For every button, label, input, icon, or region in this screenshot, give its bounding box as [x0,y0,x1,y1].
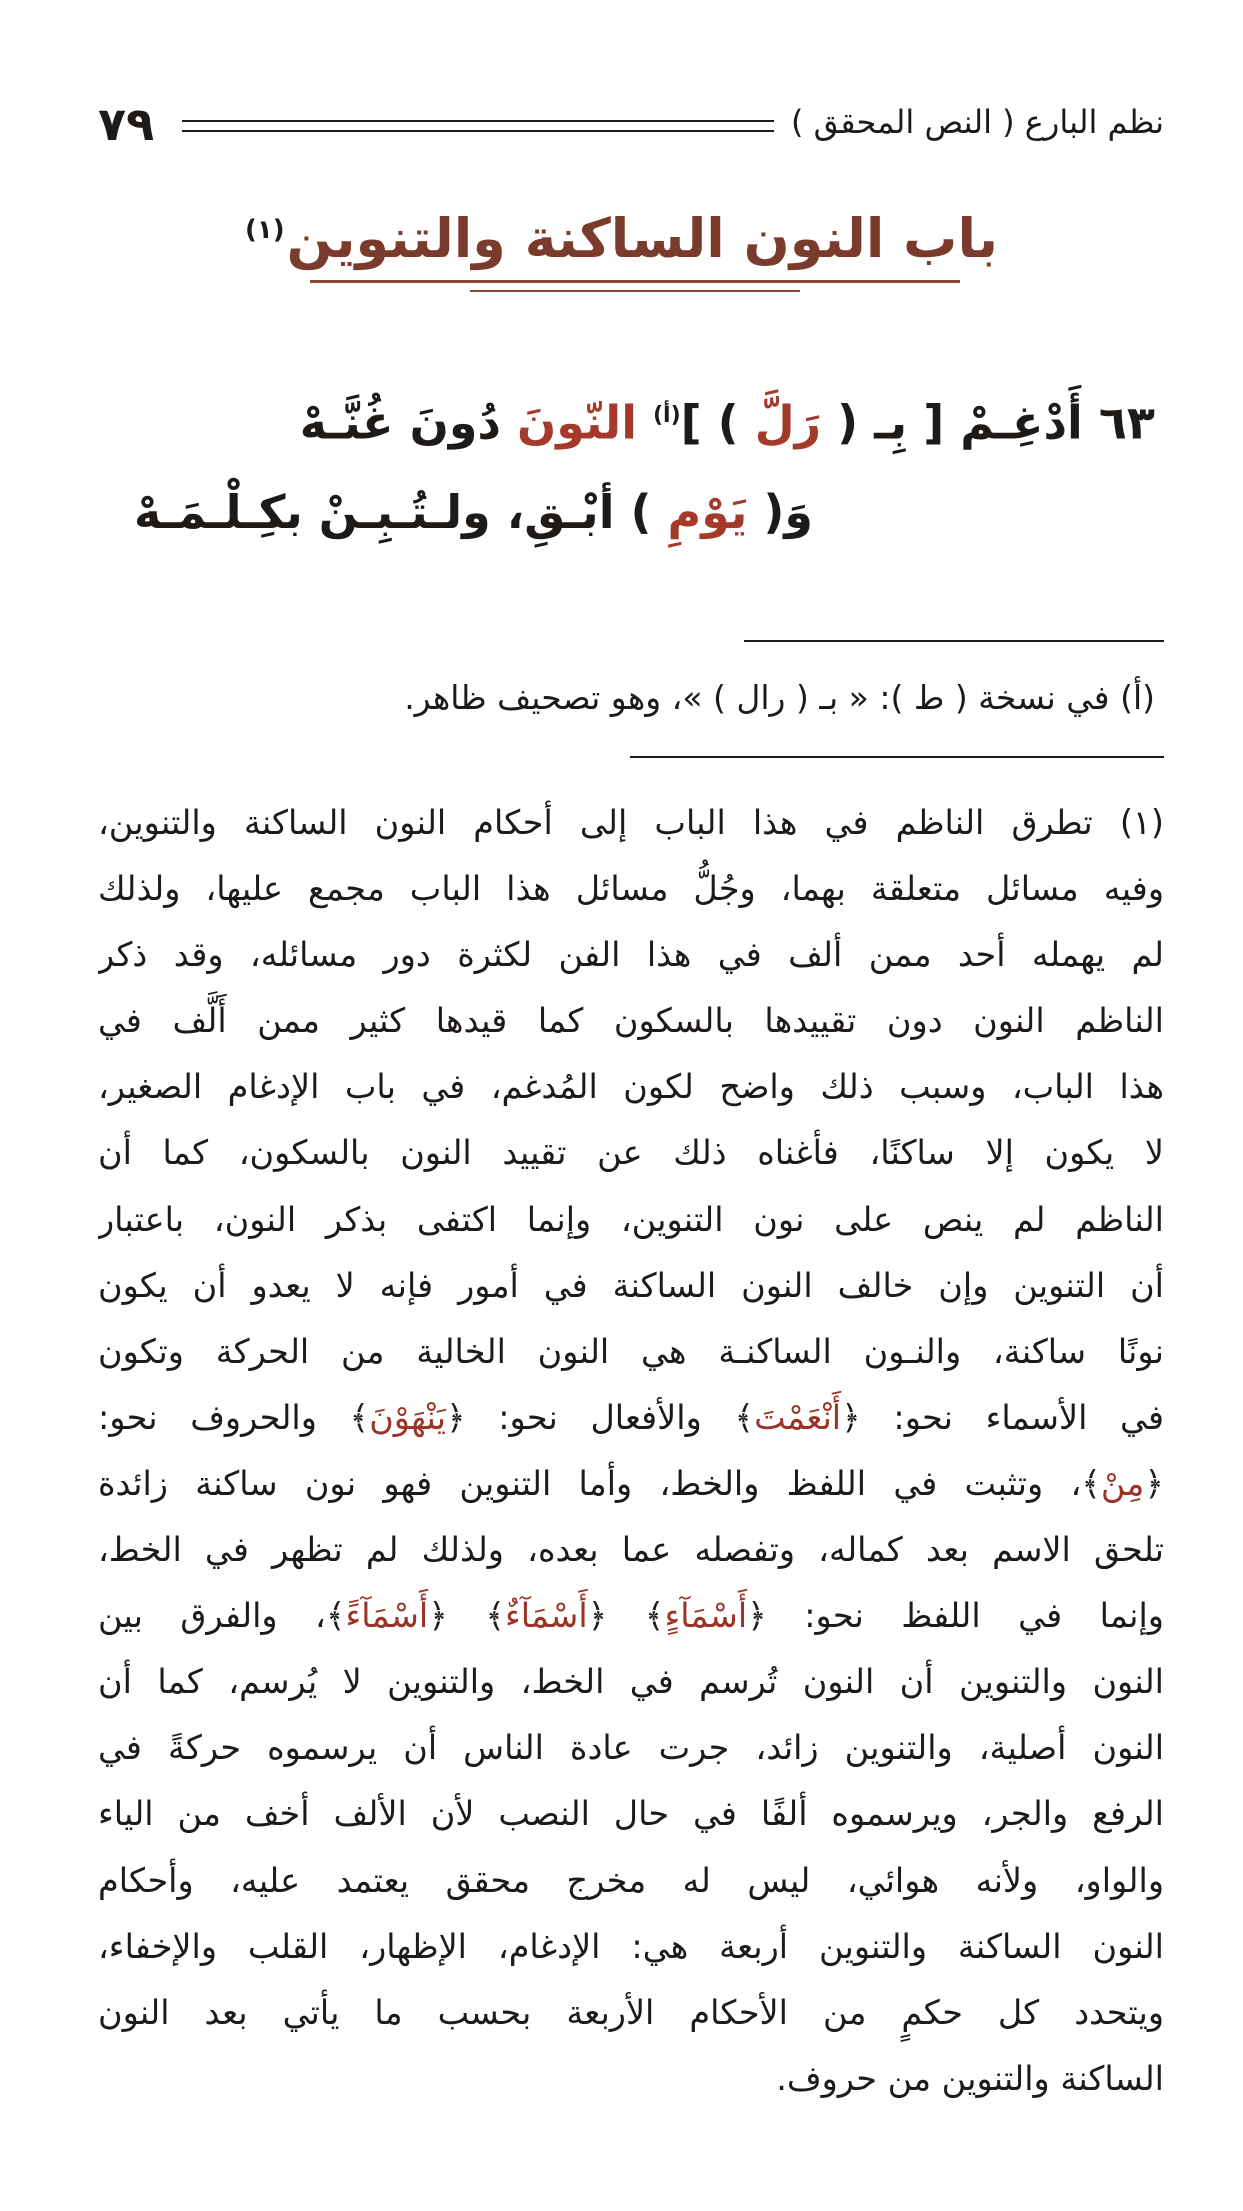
verse-text-part: دُونَ غُنَّـهْ [299,395,502,450]
commentary-text: لا يكون إلا ساكنًا، فأغناه ذلك عن تقييد النون بالسكون، كما أن [98,1133,1164,1173]
commentary-text: النون أصلية، والتنوين زائد، جرت عادة الناس أن يرسموه حركةً في [98,1728,1164,1768]
commentary-text: الساكنة والتنوين من حروف. [776,2058,1164,2098]
verse-text-part: وَ( [763,485,813,539]
commentary-text: هذا الباب، وسبب ذلك واضح لكون المُدغم، في باب الإدغام الصغير، [98,1067,1164,1107]
verse-highlight-word: النّونَ [517,395,637,450]
verse-text-part: ) ] [680,395,739,450]
commentary-line [98,1914,1164,1980]
quranic-word: أَسْمَآءٌ [504,1596,588,1636]
chapter-heading [0,190,1243,279]
commentary-text: ﴾، والفرق بين [98,1596,346,1636]
commentary-text: تلحق الاسم بعد كماله، وتفصله عما بعده، ولذلك لم تظهر في الخط، [98,1530,1164,1570]
commentary-line [98,1187,1164,1253]
verse-line-1 [300,376,1155,462]
commentary-text: ويتحدد كل حكمٍ من الأحكام الأربعة بحسب ما يأتي بعد النون [98,1992,1164,2032]
verse-text-part: أَدْغِـمْ [ بِـ ( [837,395,1083,450]
commentary-line [98,1715,1164,1781]
chapter-title-text: باب النون الساكنة والتنوين [286,207,999,270]
quranic-word: أَنْعَمْتَ [754,1397,842,1437]
header-rule [182,120,774,122]
commentary-text: لم يهمله أحد ممن ألف في هذا الفن لكثرة دور مسائله، وقد ذكر [98,935,1164,975]
commentary-line [98,1253,1164,1319]
heading-underline-short [470,290,800,292]
commentary-text: الرفع والجر، ويرسموه ألفًا في حال النصب لأن الألف أخف من الياء [98,1794,1164,1834]
chapter-title [245,190,998,279]
commentary-text: ﴾ والحروف نحو: [98,1397,370,1437]
verse-highlight-word: رَلَّ [754,395,822,450]
commentary-line [98,1451,1164,1517]
commentary-text: ﴾ ﴿ [428,1596,505,1636]
commentary-text: النون والتنوين أن النون تُرسم في الخط، والتنوين لا يُرسم، كما أن [98,1662,1164,1702]
commentary-footnote [98,790,1164,2112]
commentary-line [98,2046,1164,2112]
commentary-line [98,922,1164,988]
commentary-line [98,1781,1164,1847]
commentary-text: نونًا ساكنة، والنـون الساكنـة هي النون الخالية من الحركة وتكون [98,1331,1164,1371]
commentary-text: ﴾ والأفعال نحو: ﴿ [445,1397,755,1437]
commentary-line [98,1649,1164,1715]
commentary-line [98,1848,1164,1914]
commentary-text: الناظم النون دون تقييدها بالسكون كما قيدها كثير ممن أَلَّف في [98,1001,1164,1041]
commentary-text: الناظم لم ينص على نون التنوين، وإنما اكتفى بذكر النون، باعتبار [98,1199,1164,1239]
commentary-text: أن التنوين وإن خالف النون الساكنة في أمور فإنه لا يعدو أن يكون [98,1265,1164,1305]
commentary-text: النون الساكنة والتنوين أربعة هي: الإدغام، الإظهار، القلب والإخفاء، [98,1926,1164,1966]
running-header [98,96,1164,156]
commentary-line [98,988,1164,1054]
chapter-note-marker: (١) [244,215,285,245]
commentary-line [98,1054,1164,1120]
commentary-line [98,1385,1164,1451]
variant-footnote: (أ) في نسخة ( ط ): « بـ ( رال ) »، وهو تصحيف ظاهر. [404,678,1155,717]
quranic-word: يَنْهَوْنَ [369,1397,446,1437]
commentary-text: وإنما في اللفظ نحو: ﴿ [747,1596,1164,1636]
commentary-text: ﴿ [1144,1463,1164,1503]
running-title: نظم البارع ( النص المحقق ) [790,103,1164,141]
commentary-text: في الأسماء نحو: ﴿ [841,1397,1164,1437]
verse-number: ٦٣ [1098,395,1155,450]
commentary-line [98,1319,1164,1385]
quranic-word: أَسْمَآءً [345,1596,429,1636]
quranic-word: أَسْمَآءٍ [664,1596,748,1636]
commentary-line [98,1583,1164,1649]
footnote-separator [744,640,1164,642]
commentary-text: (١) تطرق الناظم في هذا الباب إلى أحكام النون الساكنة والتنوين، [98,803,1164,842]
footnote-separator-lower [630,756,1164,758]
page-number: ٧٩ [98,97,155,151]
verse-line-2 [134,472,813,552]
commentary-line [98,790,1164,856]
verse-highlight-word: يَوْمِ [667,485,748,539]
heading-underline [310,280,960,283]
verse-text-part: ) أبْـقِ، ولـتُـبِـنْ بكِـلْـمَـهْ [134,485,652,539]
commentary-line [98,1980,1164,2046]
commentary-line [98,856,1164,922]
variant-marker: (أ) [652,403,681,428]
header-rule-second [182,130,774,132]
commentary-line [98,1120,1164,1186]
commentary-text: ﴾ ﴿ [587,1596,665,1636]
quranic-word: مِنْ [1100,1463,1145,1503]
commentary-text: ﴾، وتثبت في اللفظ والخط، وأما التنوين فهو نون ساكنة زائدة [98,1463,1101,1503]
commentary-line [98,1517,1164,1583]
commentary-text: والواو، ولأنه هوائي، ليس له مخرج محقق يعتمد عليه، وأحكام [98,1860,1164,1900]
commentary-text: وفيه مسائل متعلقة بهما، وجُلُّ مسائل هذا الباب مجمع عليها، ولذلك [98,869,1164,909]
